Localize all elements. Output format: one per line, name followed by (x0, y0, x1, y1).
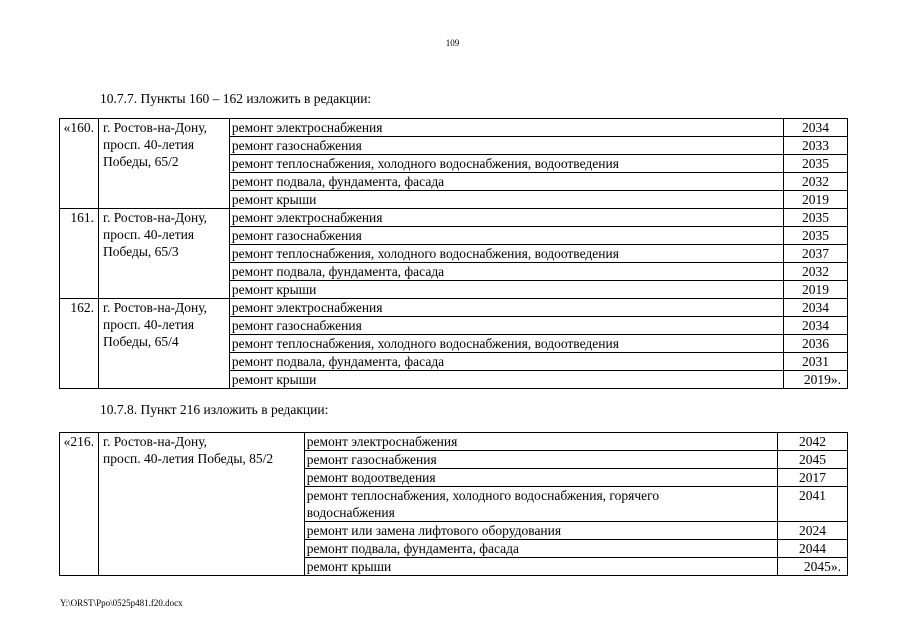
year-cell: 2034 (784, 119, 848, 137)
text-line: просп. 40-летия Победы, 85/2 (102, 451, 274, 466)
year-cell: 2041 (778, 487, 848, 522)
year-cell: 2019 (784, 191, 848, 209)
year-cell: 2033 (784, 137, 848, 155)
section-heading-10-7-7: 10.7.7. Пункты 160 – 162 изложить в редакции: (100, 91, 372, 106)
text-line: просп. 40-летия (102, 317, 195, 332)
text-line: ремонт крыши (306, 559, 392, 574)
page-number: 109 (445, 38, 460, 48)
work-type (304, 558, 777, 576)
work-type: ремонт крыши (229, 371, 783, 389)
work-type (304, 540, 777, 558)
text-line: ремонт электроснабжения (306, 434, 458, 449)
address-cell (98, 209, 229, 299)
item-number: 161. (60, 209, 99, 299)
text-line: г. Ростов-на-Дону, (102, 210, 208, 225)
file-path-footer: Y:\ORST\Ppo\0525p481.f20.docx (60, 598, 183, 608)
repair-table-item-216 (59, 432, 848, 576)
address-cell (98, 433, 304, 576)
year-cell: 2045 (778, 451, 848, 469)
work-type: ремонт теплоснабжения, холодного водоснабжения, водоотведения (229, 335, 783, 353)
year-cell: 2034 (784, 299, 848, 317)
text-line: Победы, 65/2 (102, 154, 179, 169)
text-line: г. Ростов-на-Дону, (102, 300, 208, 315)
table-row (60, 299, 848, 317)
work-type: ремонт электроснабжения (229, 119, 783, 137)
year-cell: 2017 (778, 469, 848, 487)
year-cell: 2035 (784, 155, 848, 173)
table-row (60, 433, 848, 451)
work-type: ремонт крыши (229, 191, 783, 209)
work-type (304, 451, 777, 469)
work-type: ремонт подвала, фундамента, фасада (229, 173, 783, 191)
work-type: ремонт теплоснабжения, холодного водоснабжения, водоотведения (229, 155, 783, 173)
year-cell: 2036 (784, 335, 848, 353)
text-line: Победы, 65/3 (102, 244, 179, 259)
year-cell: 2032 (784, 173, 848, 191)
year-cell: 2019 (784, 281, 848, 299)
text-line: ремонт теплоснабжения, холодного водоснабжения, горячего (306, 488, 660, 503)
table-row (60, 209, 848, 227)
year-cell: 2035 (784, 227, 848, 245)
work-type: ремонт электроснабжения (229, 209, 783, 227)
work-type: ремонт подвала, фундамента, фасада (229, 353, 783, 371)
year-cell: 2042 (778, 433, 848, 451)
year-cell: 2045». (778, 558, 848, 576)
work-type (304, 487, 777, 522)
year-cell: 2037 (784, 245, 848, 263)
year-cell: 2034 (784, 317, 848, 335)
work-type: ремонт подвала, фундамента, фасада (229, 263, 783, 281)
repair-table-items-160-162 (59, 118, 848, 389)
text-line: ремонт газоснабжения (306, 452, 437, 467)
text-line: ремонт подвала, фундамента, фасада (306, 541, 520, 556)
work-type: ремонт газоснабжения (229, 317, 783, 335)
work-type: ремонт газоснабжения (229, 137, 783, 155)
year-cell: 2031 (784, 353, 848, 371)
text-line: г. Ростов-на-Дону, (102, 120, 208, 135)
year-cell: 2024 (778, 522, 848, 540)
work-type (304, 433, 777, 451)
text-line: просп. 40-летия (102, 137, 195, 152)
work-type: ремонт теплоснабжения, холодного водоснабжения, водоотведения (229, 245, 783, 263)
work-type: ремонт газоснабжения (229, 227, 783, 245)
text-line: ремонт водоотведения (306, 470, 436, 485)
text-line: Победы, 65/4 (102, 334, 179, 349)
text-line: г. Ростов-на-Дону, (102, 434, 208, 449)
address-cell (98, 119, 229, 209)
address-cell (98, 299, 229, 389)
work-type: ремонт электроснабжения (229, 299, 783, 317)
text-line: ремонт или замена лифтового оборудования (306, 523, 562, 538)
year-cell: 2032 (784, 263, 848, 281)
text-line: водоснабжения (306, 505, 395, 520)
work-type (304, 522, 777, 540)
item-number: «216. (60, 433, 99, 576)
item-number: «160. (60, 119, 99, 209)
section-heading-10-7-8: 10.7.8. Пункт 216 изложить в редакции: (100, 402, 329, 417)
item-number: 162. (60, 299, 99, 389)
year-cell: 2019». (784, 371, 848, 389)
text-line: просп. 40-летия (102, 227, 195, 242)
work-type: ремонт крыши (229, 281, 783, 299)
table-row (60, 119, 848, 137)
year-cell: 2035 (784, 209, 848, 227)
year-cell: 2044 (778, 540, 848, 558)
work-type (304, 469, 777, 487)
